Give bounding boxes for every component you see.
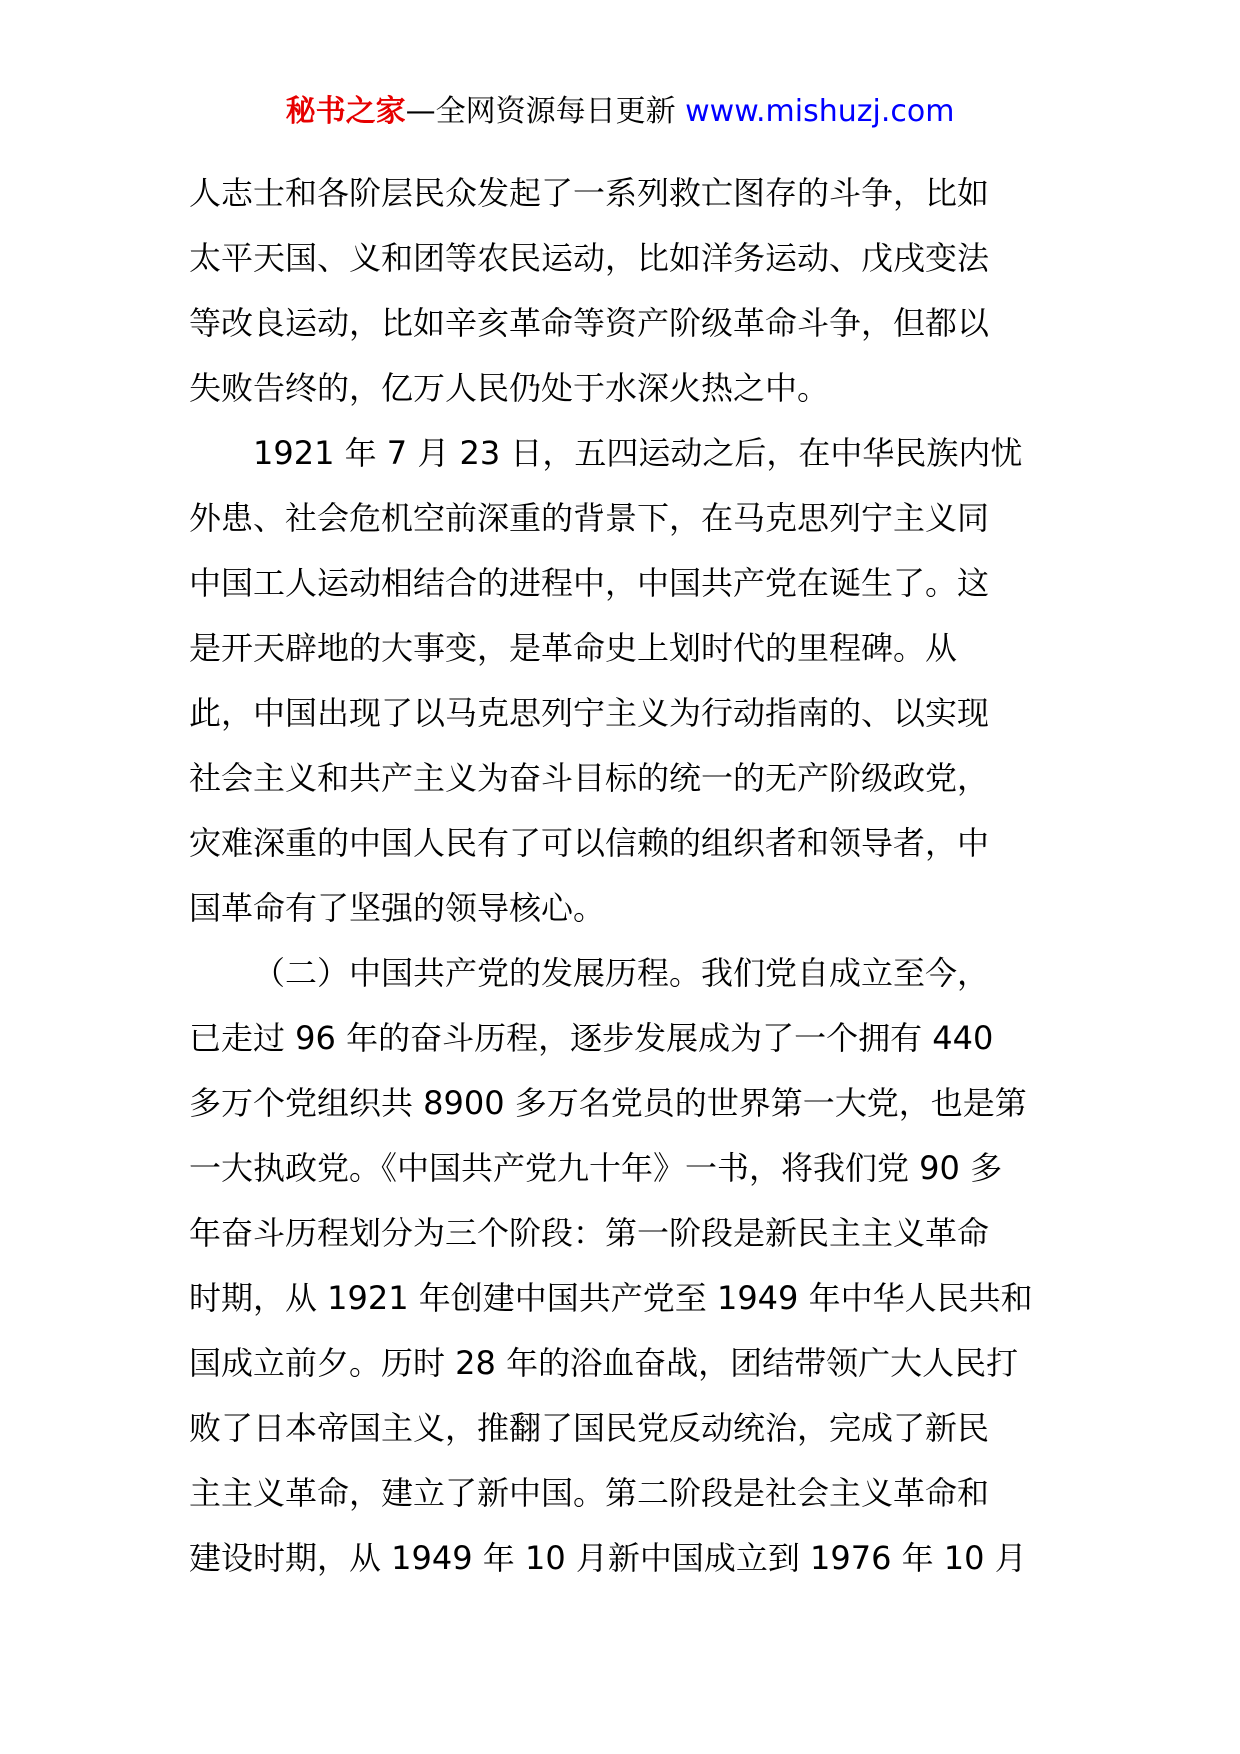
text-line: 社会主义和共产主义为奋斗目标的统一的无产阶级政党， (189, 759, 990, 797)
text-line: 人志士和各阶层民众发起了一系列救亡图存的斗争，比如 (189, 174, 990, 212)
text-line: 是开天辟地的大事变，是革命史上划时代的里程碑。从 (189, 629, 958, 667)
paragraph-development-history (189, 941, 1055, 1591)
text-line: 主主义革命，建立了新中国。第二阶段是社会主义革命和 (189, 1474, 990, 1512)
text-line: 太平天国、义和团等农民运动，比如洋务运动、戊戌变法 (189, 239, 990, 277)
text-line: 外患、社会危机空前深重的背景下，在马克思列宁主义同 (189, 499, 990, 537)
text-line: 败了日本帝国主义，推翻了国民党反动统治，完成了新民 (189, 1409, 990, 1447)
text-line: 年奋斗历程划分为三个阶段：第一阶段是新民主主义革命 (189, 1214, 990, 1252)
paragraph-party-founding (189, 421, 1055, 941)
text-line: 等改良运动，比如辛亥革命等资产阶级革命斗争，但都以 (189, 304, 990, 342)
text-line: 已走过 96 年的奋斗历程，逐步发展成为了一个拥有 440 (189, 1019, 994, 1057)
text-line: 多万个党组织共 8900 多万名党员的世界第一大党，也是第 (189, 1084, 1027, 1122)
text-line: 灾难深重的中国人民有了可以信赖的组织者和领导者，中 (189, 824, 990, 862)
text-line: 中国工人运动相结合的进程中，中国共产党在诞生了。这 (189, 564, 990, 602)
paragraph-continuation (189, 161, 1055, 421)
text-line: 失败告终的，亿万人民仍处于水深火热之中。 (189, 369, 830, 407)
site-tagline: —全网资源每日更新 (405, 94, 686, 129)
text-line: （二）中国共产党的发展历程。我们党自成立至今， (253, 954, 990, 992)
text-line: 一大执政党。《中国共产党九十年》一书，将我们党 90 多 (189, 1149, 1003, 1187)
text-line: 建设时期，从 1949 年 10 月新中国成立到 1976 年 10 月 (189, 1539, 1027, 1577)
text-line: 国革命有了坚强的领导核心。 (189, 889, 606, 927)
text-line: 1921 年 7 月 23 日，五四运动之后，在中华民族内忧 (253, 434, 1023, 472)
text-line: 时期，从 1921 年创建中国共产党至 1949 年中华人民共和 (189, 1279, 1033, 1317)
site-brand: 秘书之家 (285, 94, 406, 129)
site-url-link[interactable]: www.mishuzj.com (685, 94, 955, 129)
text-line: 国成立前夕。历时 28 年的浴血奋战，团结带领广大人民打 (189, 1344, 1019, 1382)
document-body (189, 161, 1055, 1591)
site-header (0, 92, 1240, 132)
text-line: 此，中国出现了以马克思列宁主义为行动指南的、以实现 (189, 694, 990, 732)
